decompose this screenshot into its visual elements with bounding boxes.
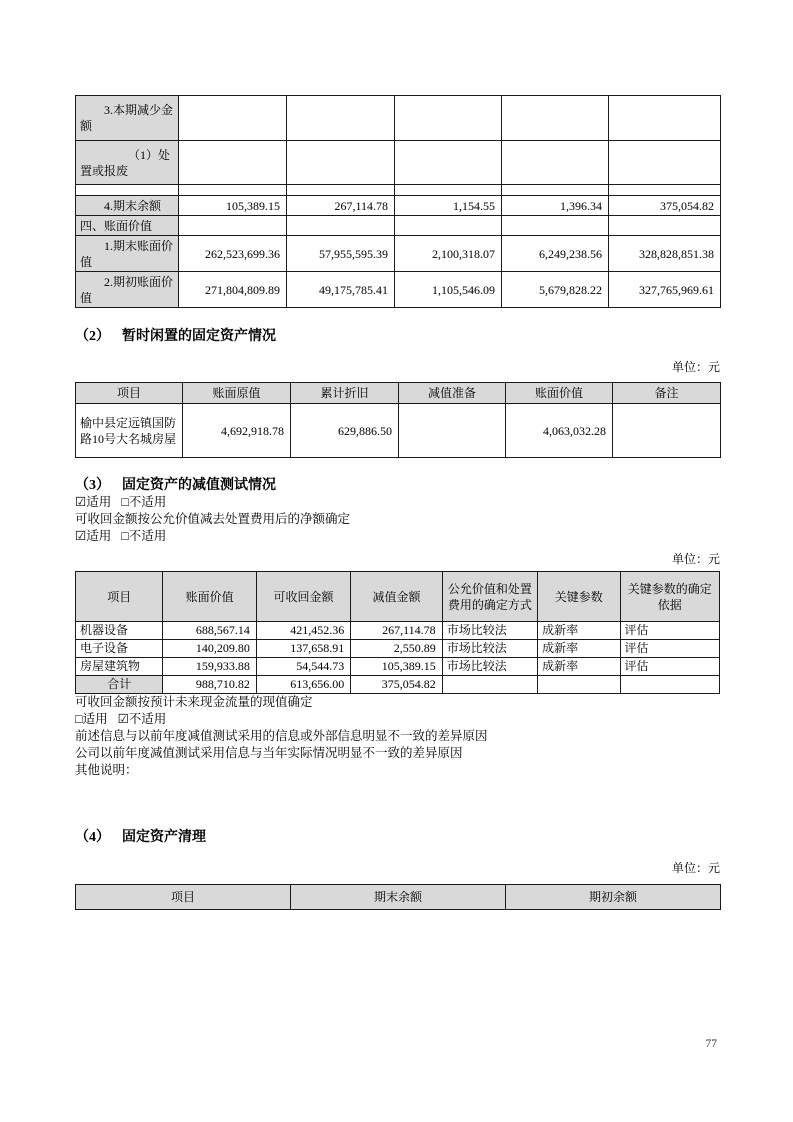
checked-checkbox-icon: ☑ bbox=[75, 495, 87, 509]
unit-label: 单位：元 bbox=[671, 360, 720, 374]
empty-cell bbox=[395, 185, 502, 196]
checkbox-label: 适用 bbox=[86, 529, 112, 543]
column-header: 减值金额 bbox=[351, 572, 442, 622]
table-total-row bbox=[76, 676, 720, 694]
empty-cell bbox=[502, 185, 609, 196]
basis-cell: 评估 bbox=[620, 640, 720, 658]
item-cell: 机器设备 bbox=[76, 622, 163, 640]
value-cell: 988,710.82 bbox=[163, 676, 256, 694]
empty-cell bbox=[179, 141, 287, 185]
value-cell: 327,765,969.61 bbox=[609, 272, 721, 308]
column-header: 账面价值 bbox=[506, 383, 613, 404]
row-label-cell: 2.期初账面价值 bbox=[76, 272, 179, 308]
fixed-assets-continuation-table bbox=[75, 95, 721, 308]
table-row bbox=[76, 272, 721, 308]
checkbox-label: 不适用 bbox=[128, 712, 167, 726]
key-param-cell: 成新率 bbox=[538, 658, 620, 676]
basis-cell: 评估 bbox=[620, 622, 720, 640]
empty-cell bbox=[442, 676, 537, 694]
value-cell: 2,550.89 bbox=[351, 640, 442, 658]
column-header: 账面价值 bbox=[163, 572, 256, 622]
value-cell: 140,209.80 bbox=[163, 640, 256, 658]
value-cell: 375,054.82 bbox=[351, 676, 442, 694]
row-label-cell: 1.期末账面价值 bbox=[76, 236, 179, 272]
empty-cell bbox=[287, 185, 395, 196]
empty-cell bbox=[395, 216, 502, 236]
section-heading-impairment-test bbox=[75, 474, 720, 494]
table-row bbox=[76, 96, 721, 141]
section-number: （3） bbox=[75, 478, 110, 493]
section-number: （4） bbox=[75, 830, 110, 845]
checkbox-label: 适用 bbox=[82, 712, 108, 726]
column-header: 项目 bbox=[76, 885, 291, 910]
checkbox-label: 不适用 bbox=[128, 495, 167, 509]
value-cell: 4,063,032.28 bbox=[506, 404, 613, 458]
page-content bbox=[75, 0, 720, 910]
item-cell: 房屋建筑物 bbox=[76, 658, 163, 676]
unchecked-checkbox-icon: □ bbox=[121, 495, 129, 509]
row-label-cell: 4.期末余额 bbox=[76, 196, 179, 216]
column-header: 关键参数的确定依据 bbox=[620, 572, 720, 622]
idle-fixed-assets-table bbox=[75, 382, 721, 458]
table-row bbox=[76, 658, 720, 676]
value-cell: 613,656.00 bbox=[256, 676, 350, 694]
empty-cell bbox=[179, 216, 287, 236]
column-header: 关键参数 bbox=[538, 572, 620, 622]
difference-reason-2: 公司以前年度减值测试采用信息与当年实际情况明显不一致的差异原因 bbox=[75, 746, 463, 760]
checkbox-label: 适用 bbox=[86, 495, 112, 509]
column-header: 可收回金额 bbox=[256, 572, 350, 622]
value-cell: 267,114.78 bbox=[287, 196, 395, 216]
applicability-line-1 bbox=[75, 494, 720, 511]
value-cell: 49,175,785.41 bbox=[287, 272, 395, 308]
table-row bbox=[76, 404, 721, 458]
item-cell: 榆中县定远镇国防路10号大名城房屋 bbox=[76, 404, 183, 458]
value-cell: 1,154.55 bbox=[395, 196, 502, 216]
value-cell: 105,389.15 bbox=[351, 658, 442, 676]
section-heading-asset-disposal bbox=[75, 826, 720, 846]
table-header-row bbox=[76, 383, 721, 404]
empty-cell bbox=[179, 185, 287, 196]
item-cell: 电子设备 bbox=[76, 640, 163, 658]
empty-cell bbox=[609, 216, 721, 236]
empty-cell bbox=[502, 96, 609, 141]
value-cell: 137,658.91 bbox=[256, 640, 350, 658]
method-cell: 市场比较法 bbox=[442, 658, 537, 676]
column-header: 账面原值 bbox=[183, 383, 291, 404]
applicability-line-2 bbox=[75, 528, 720, 545]
column-header: 减值准备 bbox=[399, 383, 506, 404]
value-cell: 57,955,595.39 bbox=[287, 236, 395, 272]
table-row bbox=[76, 141, 721, 185]
value-cell: 5,679,828.22 bbox=[502, 272, 609, 308]
empty-cell bbox=[395, 141, 502, 185]
unit-label: 单位：元 bbox=[671, 552, 720, 566]
empty-cell bbox=[613, 404, 721, 458]
value-cell: 688,567.14 bbox=[163, 622, 256, 640]
unit-label: 单位：元 bbox=[671, 861, 720, 875]
value-cell: 6,249,238.56 bbox=[502, 236, 609, 272]
section-number: （2） bbox=[75, 329, 110, 344]
applicability-line-3 bbox=[75, 711, 720, 728]
value-cell: 328,828,851.38 bbox=[609, 236, 721, 272]
value-cell: 159,933.88 bbox=[163, 658, 256, 676]
table-header-row bbox=[76, 572, 720, 622]
column-header: 累计折旧 bbox=[291, 383, 399, 404]
fair-value-method-line: 可收回金额按公允价值减去处置费用后的净额确定 bbox=[75, 512, 351, 526]
value-cell: 105,389.15 bbox=[179, 196, 287, 216]
asset-disposal-table bbox=[75, 884, 721, 910]
value-cell: 271,804,809.89 bbox=[179, 272, 287, 308]
value-cell: 4,692,918.78 bbox=[183, 404, 291, 458]
row-label-cell: （1）处置或报废 bbox=[76, 141, 179, 185]
checked-checkbox-icon: ☑ bbox=[117, 712, 129, 726]
empty-cell bbox=[287, 96, 395, 141]
empty-cell bbox=[609, 141, 721, 185]
impairment-test-table bbox=[75, 571, 720, 694]
section-title: 暂时闲置的固定资产情况 bbox=[122, 329, 276, 344]
empty-cell bbox=[179, 96, 287, 141]
page-number: 77 bbox=[705, 1038, 717, 1050]
value-cell: 267,114.78 bbox=[351, 622, 442, 640]
column-header: 项目 bbox=[76, 383, 183, 404]
value-cell: 1,105,546.09 bbox=[395, 272, 502, 308]
empty-cell bbox=[502, 216, 609, 236]
empty-cell bbox=[76, 185, 179, 196]
empty-cell bbox=[502, 141, 609, 185]
section-heading-idle-assets bbox=[75, 325, 720, 345]
other-note-label: 其他说明： bbox=[75, 763, 138, 777]
unchecked-checkbox-icon: □ bbox=[75, 712, 83, 726]
empty-cell bbox=[609, 96, 721, 141]
column-header: 期末余额 bbox=[291, 885, 506, 910]
table-row bbox=[76, 196, 721, 216]
column-header: 期初余额 bbox=[506, 885, 721, 910]
difference-reason-1: 前述信息与以前年度减值测试采用的信息或外部信息明显不一致的差异原因 bbox=[75, 729, 488, 743]
table-row bbox=[76, 236, 721, 272]
column-header: 备注 bbox=[613, 383, 721, 404]
value-cell: 54,544.73 bbox=[256, 658, 350, 676]
present-value-method-line: 可收回金额按预计未来现金流量的现值确定 bbox=[75, 695, 313, 709]
key-param-cell: 成新率 bbox=[538, 640, 620, 658]
table-row bbox=[76, 216, 721, 236]
empty-cell bbox=[287, 141, 395, 185]
row-label-cell: 3.本期减少金额 bbox=[76, 96, 179, 141]
value-cell: 2,100,318.07 bbox=[395, 236, 502, 272]
method-cell: 市场比较法 bbox=[442, 640, 537, 658]
checkbox-label: 不适用 bbox=[128, 529, 167, 543]
table-row bbox=[76, 622, 720, 640]
value-cell: 375,054.82 bbox=[609, 196, 721, 216]
empty-cell bbox=[609, 185, 721, 196]
empty-cell bbox=[620, 676, 720, 694]
row-label-cell: 四、账面价值 bbox=[76, 216, 179, 236]
table-row bbox=[76, 185, 721, 196]
basis-cell: 评估 bbox=[620, 658, 720, 676]
section-title: 固定资产清理 bbox=[122, 830, 206, 845]
section-title: 固定资产的减值测试情况 bbox=[122, 478, 276, 493]
value-cell: 421,452.36 bbox=[256, 622, 350, 640]
empty-cell bbox=[399, 404, 506, 458]
empty-cell bbox=[395, 96, 502, 141]
method-cell: 市场比较法 bbox=[442, 622, 537, 640]
total-label-cell: 合计 bbox=[76, 676, 163, 694]
unchecked-checkbox-icon: □ bbox=[121, 529, 129, 543]
table-header-row bbox=[76, 885, 721, 910]
table-row bbox=[76, 640, 720, 658]
column-header: 项目 bbox=[76, 572, 163, 622]
key-param-cell: 成新率 bbox=[538, 622, 620, 640]
checked-checkbox-icon: ☑ bbox=[75, 529, 87, 543]
value-cell: 629,886.50 bbox=[291, 404, 399, 458]
empty-cell bbox=[538, 676, 620, 694]
empty-cell bbox=[287, 216, 395, 236]
column-header: 公允价值和处置费用的确定方式 bbox=[442, 572, 537, 622]
value-cell: 262,523,699.36 bbox=[179, 236, 287, 272]
value-cell: 1,396.34 bbox=[502, 196, 609, 216]
